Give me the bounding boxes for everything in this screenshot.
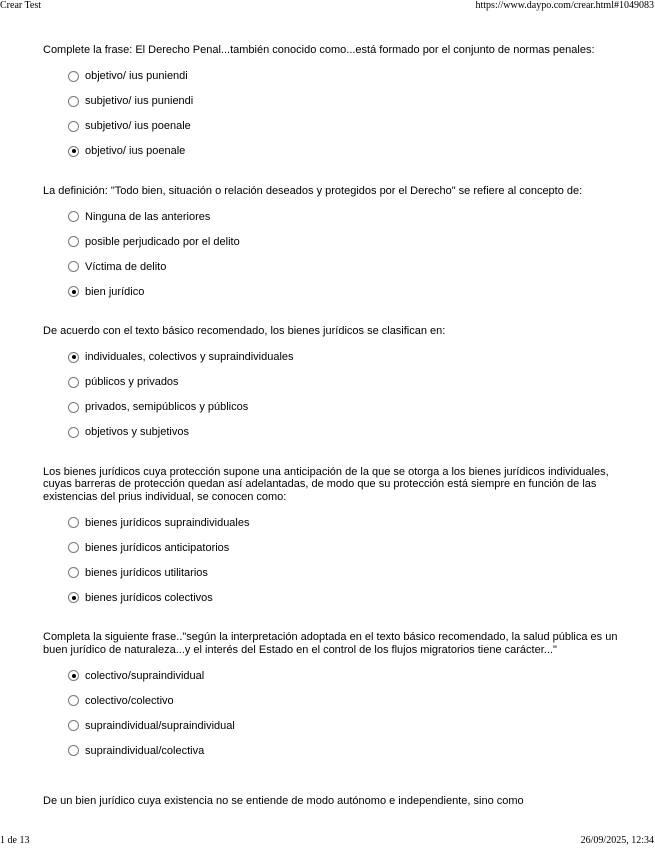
answer-option[interactable]: [68, 395, 618, 420]
page-number: 1 de 13: [0, 835, 30, 846]
radio-button-selected[interactable]: [68, 592, 79, 603]
radio-button[interactable]: [68, 517, 79, 528]
question-3: [43, 325, 618, 445]
option-label: objetivo/ ius puniendi: [85, 70, 188, 82]
answer-option[interactable]: [68, 713, 618, 738]
question-text: La definición: "Todo bien, situación o relación deseados y protegidos por el Derecho" se refiere al concepto de:: [43, 184, 583, 197]
answer-option[interactable]: [68, 114, 618, 139]
answer-option[interactable]: [68, 688, 618, 713]
print-datetime: 26/09/2025, 12:34: [580, 835, 654, 846]
radio-button[interactable]: [68, 427, 79, 438]
question-5: [43, 631, 618, 763]
radio-button-selected[interactable]: [68, 670, 79, 681]
radio-button[interactable]: [68, 121, 79, 132]
option-label: posible perjudicado por el delito: [85, 235, 240, 248]
question-6: [43, 795, 618, 808]
radio-button[interactable]: [68, 567, 79, 578]
option-label: bienes jurídicos supraindividuales: [85, 516, 250, 529]
answer-option[interactable]: [68, 254, 618, 279]
option-label: objetivo/ ius poenale: [85, 145, 186, 157]
radio-button[interactable]: [68, 402, 79, 413]
option-label: Ninguna de las anteriores: [85, 210, 211, 223]
radio-button[interactable]: [68, 261, 79, 272]
answer-option[interactable]: [68, 585, 618, 610]
question-text: Complete la frase: El Derecho Penal...también conocido como...está formado por el conjunto de normas penales:: [43, 44, 595, 56]
option-label: supraindividual/colectiva: [85, 744, 205, 757]
option-label: Víctima de delito: [85, 260, 167, 273]
answer-option[interactable]: [68, 64, 618, 89]
option-label: bien jurídico: [85, 285, 145, 298]
answer-option[interactable]: [68, 229, 618, 254]
quiz-content: [43, 44, 618, 829]
answer-option[interactable]: [68, 89, 618, 114]
option-label: individuales, colectivos y supraindividuales: [85, 351, 294, 363]
option-label: supraindividual/supraindividual: [85, 719, 235, 732]
option-label: bienes jurídicos colectivos: [85, 591, 213, 604]
answer-option[interactable]: [68, 663, 618, 688]
page-header-url: https://www.daypo.com/crear.html#1049083: [475, 0, 654, 11]
option-label: colectivo/supraindividual: [85, 669, 205, 682]
option-label: colectivo/colectivo: [85, 694, 174, 707]
option-label: objetivos y subjetivos: [85, 426, 189, 438]
radio-button-selected[interactable]: [68, 352, 79, 363]
answer-option[interactable]: [68, 279, 618, 304]
radio-button[interactable]: [68, 720, 79, 731]
answer-option[interactable]: [68, 738, 618, 763]
question-text: Completa la siguiente frase.."según la interpretación adoptada en el texto básico recomendado, la salud pública es un buen jurídico de naturaleza...y el interés del Estado en el control de los flujos migratorios tiene carácter...": [43, 631, 618, 656]
answer-option[interactable]: [68, 345, 618, 370]
page-header-title: Crear Test: [0, 0, 42, 11]
radio-button[interactable]: [68, 377, 79, 388]
answer-option[interactable]: [68, 370, 618, 395]
question-text: Los bienes jurídicos cuya protección supone una anticipación de la que se otorga a los bienes jurídicos individuales, cuyas barreras de protección quedan así adelantadas, de modo que su protección está siempre en función de las existencias del prius individual, se conocen como:: [43, 465, 609, 503]
question-4: [43, 466, 618, 611]
answer-option[interactable]: [68, 510, 618, 535]
radio-button-selected[interactable]: [68, 146, 79, 157]
radio-button[interactable]: [68, 211, 79, 222]
option-label: subjetivo/ ius puniendi: [85, 95, 194, 107]
radio-button[interactable]: [68, 542, 79, 553]
radio-button-selected[interactable]: [68, 286, 79, 297]
option-label: subjetivo/ ius poenale: [85, 120, 191, 132]
answer-option[interactable]: [68, 420, 618, 445]
answer-option[interactable]: [68, 560, 618, 585]
radio-button[interactable]: [68, 236, 79, 247]
question-2: [43, 185, 618, 305]
question-text: De un bien jurídico cuya existencia no se entiende de modo autónomo e independiente, sino como: [43, 795, 524, 807]
answer-option[interactable]: [68, 535, 618, 560]
answer-option[interactable]: [68, 204, 618, 229]
question-1: [43, 44, 618, 164]
radio-button[interactable]: [68, 695, 79, 706]
option-label: privados, semipúblicos y públicos: [85, 401, 249, 413]
question-text: De acuerdo con el texto básico recomendado, los bienes jurídicos se clasifican en:: [43, 325, 446, 337]
radio-button[interactable]: [68, 71, 79, 82]
answer-option[interactable]: [68, 139, 618, 164]
option-label: públicos y privados: [85, 376, 179, 388]
option-label: bienes jurídicos utilitarios: [85, 566, 208, 579]
radio-button[interactable]: [68, 745, 79, 756]
radio-button[interactable]: [68, 96, 79, 107]
option-label: bienes jurídicos anticipatorios: [85, 541, 230, 554]
